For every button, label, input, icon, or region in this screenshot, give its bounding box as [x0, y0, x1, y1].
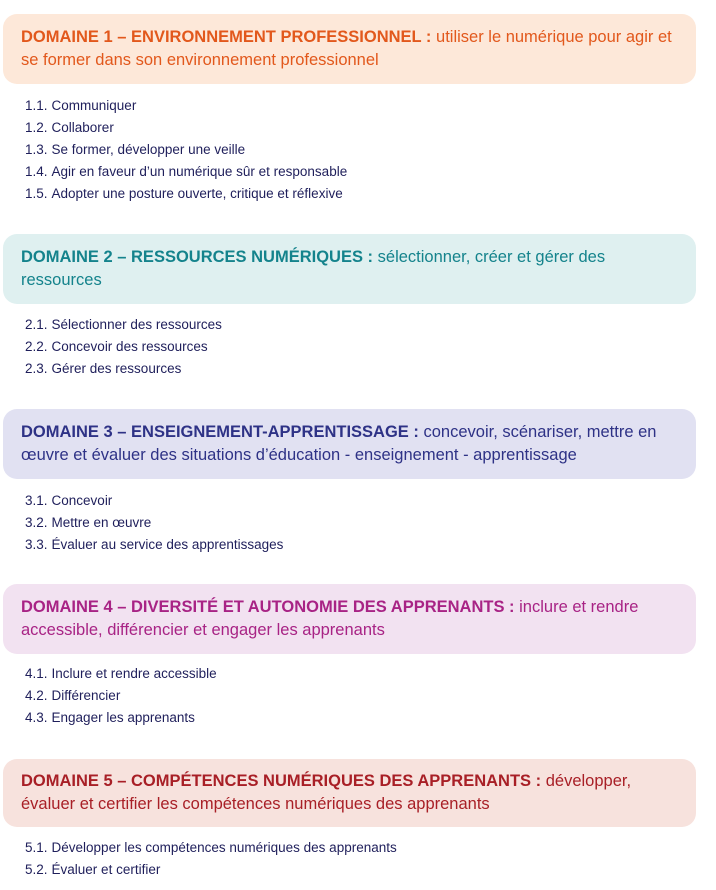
list-item [25, 707, 217, 729]
item-number: 1.3. [25, 142, 48, 157]
item-number: 3.3. [25, 537, 48, 552]
domain-3-competency-list [25, 490, 283, 556]
item-label: Adopter une posture ouverte, critique et réflexive [51, 186, 343, 201]
item-label: Évaluer et certifier [51, 862, 161, 877]
domain-3-header [3, 409, 696, 479]
list-item [25, 663, 217, 685]
domain-2-description: sélectionner, créer et gérer des ressources [21, 248, 606, 289]
domain-2-title: DOMAINE 2 – RESSOURCES NUMÉRIQUES : [21, 248, 374, 266]
item-number: 4.2. [25, 688, 48, 703]
item-number: 2.3. [25, 361, 48, 376]
item-label: Mettre en œuvre [51, 515, 152, 530]
domain-2-header [3, 234, 696, 304]
list-item [25, 837, 397, 859]
item-number: 1.5. [25, 186, 48, 201]
domain-5-heading [21, 770, 678, 816]
item-label: Sélectionner des ressources [51, 317, 222, 332]
item-label: Communiquer [51, 98, 137, 113]
list-item [25, 534, 283, 556]
domain-3-heading [21, 421, 678, 467]
list-item [25, 336, 222, 358]
domain-2-heading [21, 246, 678, 292]
item-number: 4.3. [25, 710, 48, 725]
item-label: Concevoir des ressources [51, 339, 208, 354]
item-number: 2.1. [25, 317, 48, 332]
domain-4-header [3, 584, 696, 654]
item-number: 5.2. [25, 862, 48, 877]
list-item [25, 685, 217, 707]
list-item [25, 117, 347, 139]
item-label: Se former, développer une veille [51, 142, 246, 157]
domain-1-heading [21, 26, 678, 72]
list-item [25, 183, 347, 205]
domain-5-description: développer, évaluer et certifier les compétences numériques des apprenants [21, 772, 632, 813]
item-number: 1.2. [25, 120, 48, 135]
item-number: 1.1. [25, 98, 48, 113]
list-item [25, 314, 222, 336]
domain-4-competency-list [25, 663, 217, 729]
item-number: 3.2. [25, 515, 48, 530]
domain-3-description: concevoir, scénariser, mettre en œuvre et évaluer des situations d’éducation - enseignement - apprentissage [21, 423, 657, 464]
list-item [25, 859, 397, 881]
domain-1-title: DOMAINE 1 – ENVIRONNEMENT PROFESSIONNEL : [21, 28, 432, 46]
domain-4-title: DOMAINE 4 – DIVERSITÉ ET AUTONOMIE DES APPRENANTS : [21, 598, 515, 616]
item-label: Différencier [51, 688, 121, 703]
list-item [25, 358, 222, 380]
item-label: Gérer des ressources [51, 361, 182, 376]
item-label: Développer les compétences numériques des apprenants [51, 840, 397, 855]
domain-1-description: utiliser le numérique pour agir et se former dans son environnement professionnel [21, 28, 672, 69]
domain-1-header [3, 14, 696, 84]
domain-5-header [3, 759, 696, 827]
domain-5-title: DOMAINE 5 – COMPÉTENCES NUMÉRIQUES DES APPRENANTS : [21, 772, 542, 790]
item-label: Évaluer au service des apprentissages [51, 537, 284, 552]
domain-5-competency-list [25, 837, 397, 881]
item-number: 2.2. [25, 339, 48, 354]
list-item [25, 95, 347, 117]
item-label: Inclure et rendre accessible [51, 666, 217, 681]
list-item [25, 512, 283, 534]
item-label: Collaborer [51, 120, 114, 135]
domain-4-description: inclure et rendre accessible, différencier et engager les apprenants [21, 598, 639, 639]
domain-2-competency-list [25, 314, 222, 380]
item-number: 5.1. [25, 840, 48, 855]
list-item [25, 161, 347, 183]
item-number: 1.4. [25, 164, 48, 179]
domain-1-competency-list [25, 95, 347, 205]
list-item [25, 490, 283, 512]
item-label: Agir en faveur d’un numérique sûr et responsable [51, 164, 348, 179]
item-number: 4.1. [25, 666, 48, 681]
item-number: 3.1. [25, 493, 48, 508]
item-label: Engager les apprenants [51, 710, 195, 725]
domain-4-heading [21, 596, 678, 642]
domain-3-title: DOMAINE 3 – ENSEIGNEMENT-APPRENTISSAGE : [21, 423, 419, 441]
list-item [25, 139, 347, 161]
item-label: Concevoir [51, 493, 113, 508]
